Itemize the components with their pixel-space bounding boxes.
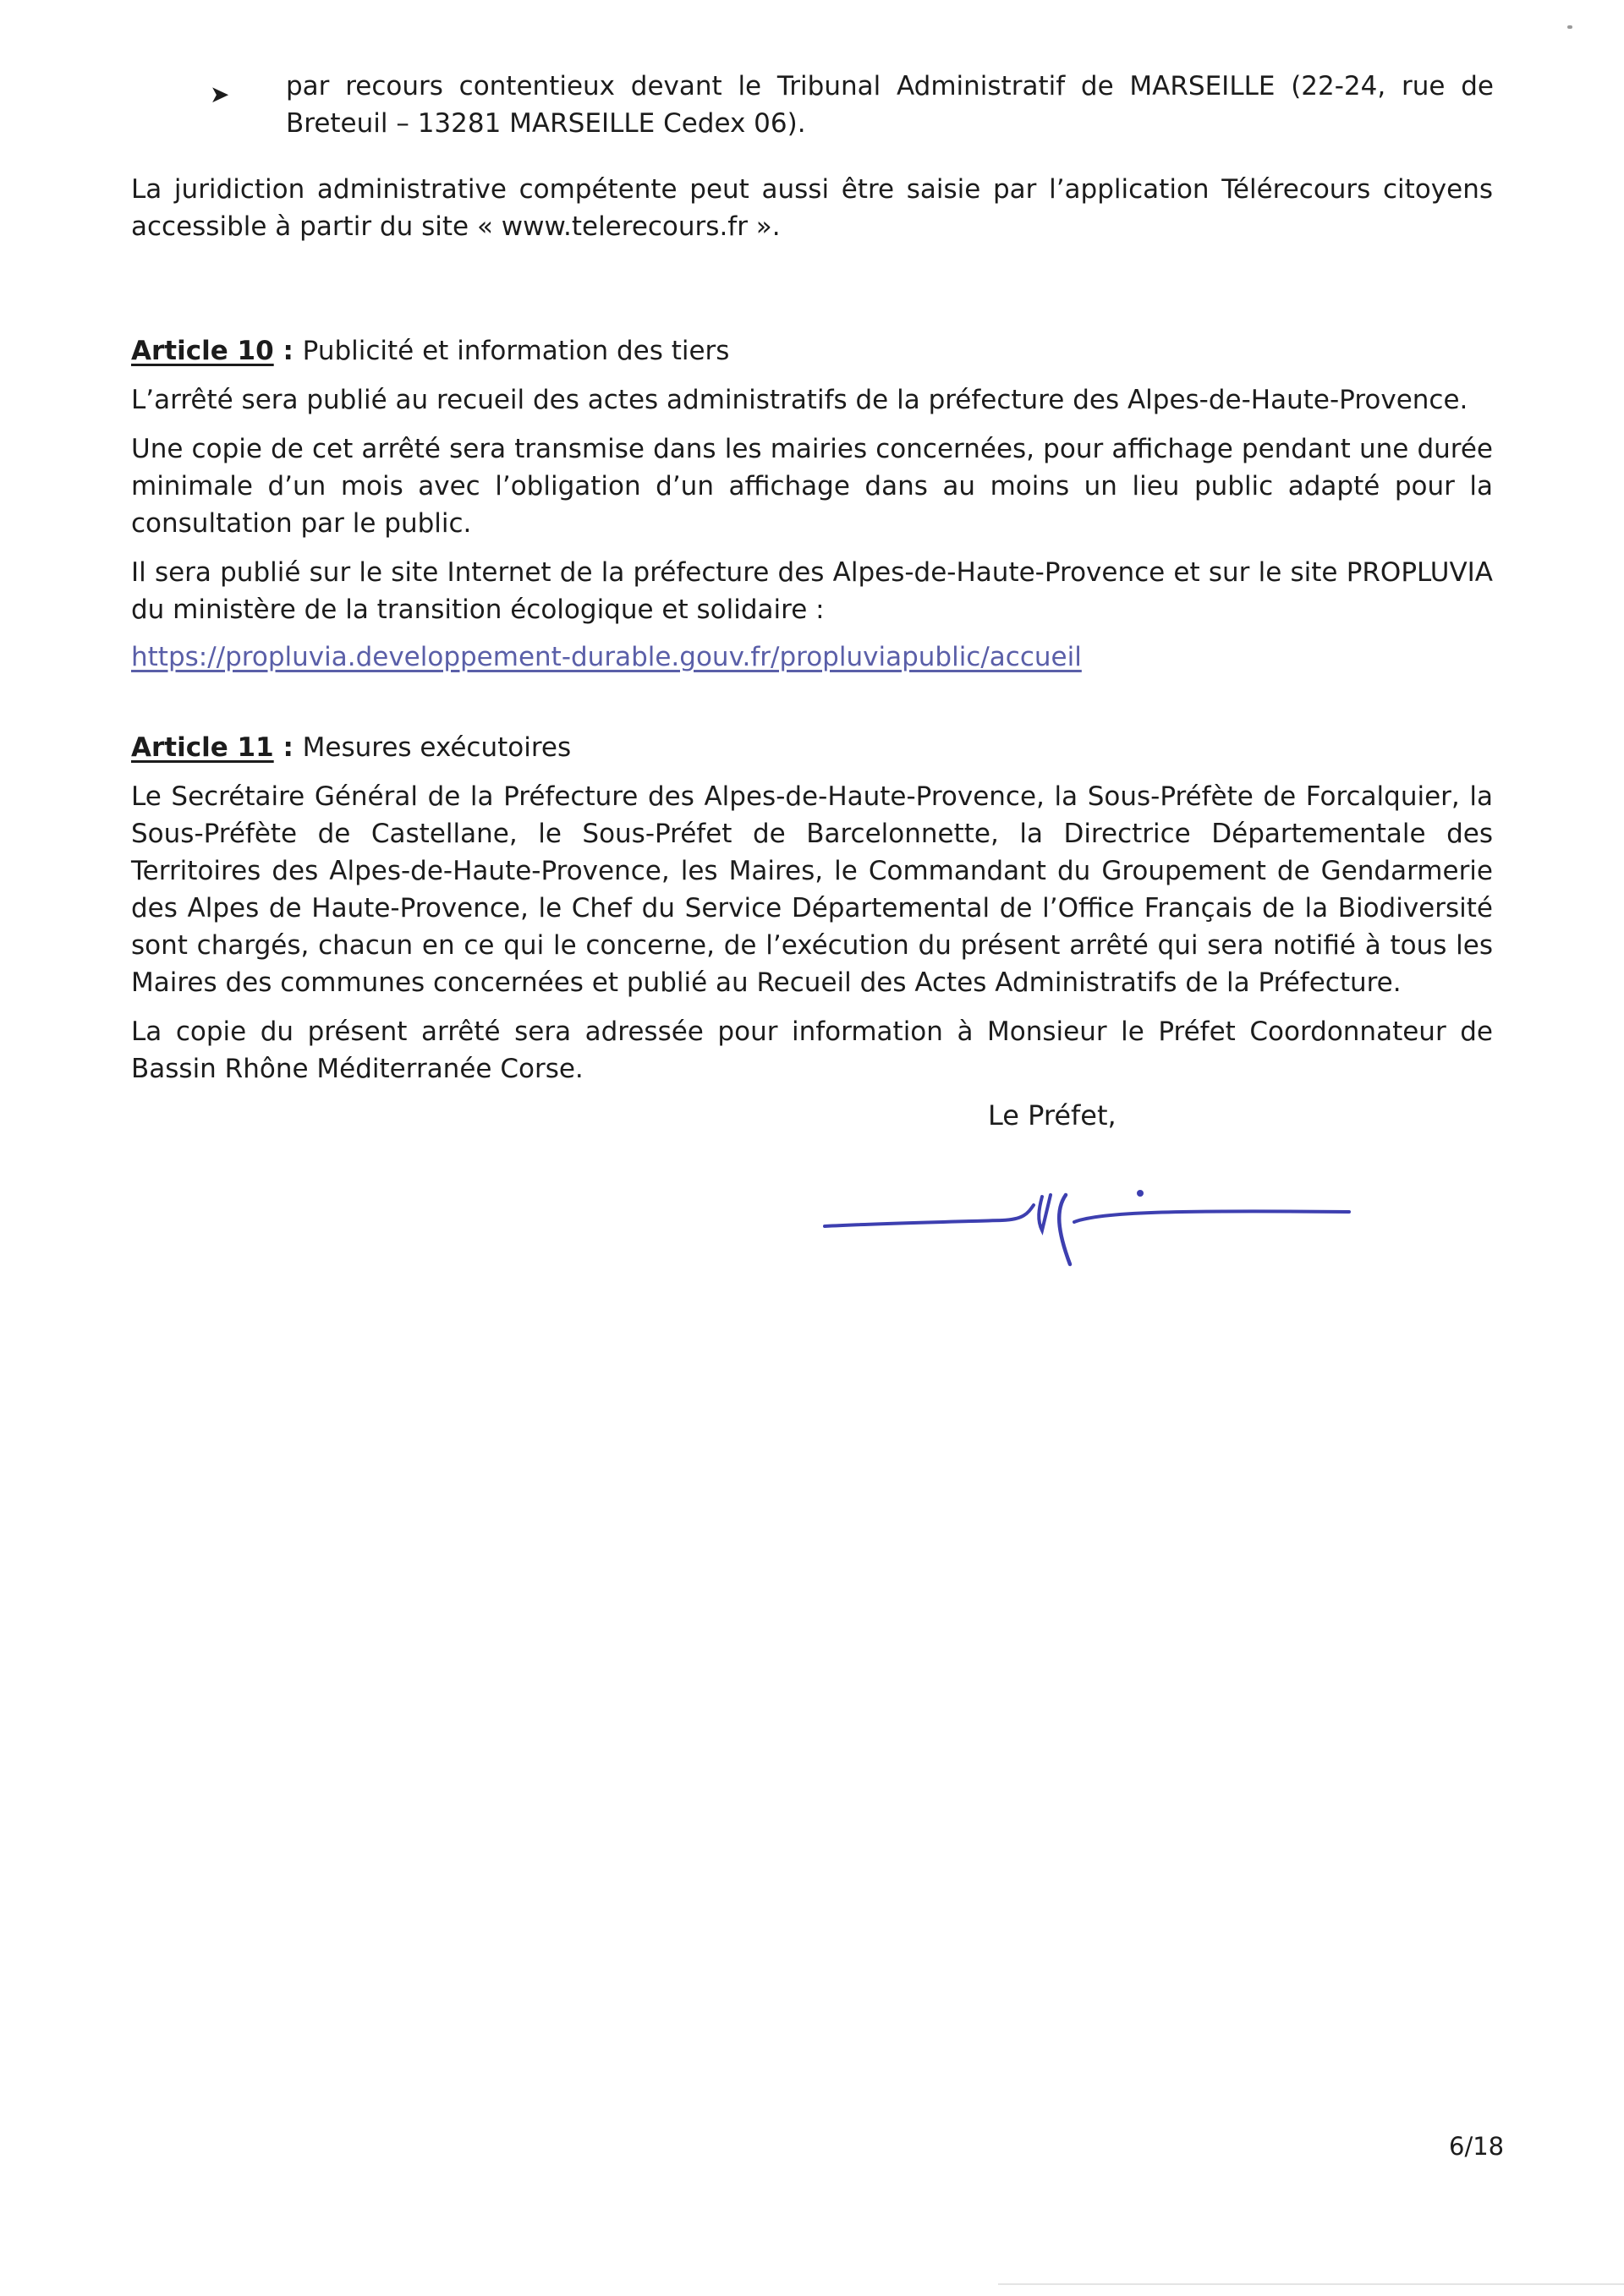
- scan-edge-line: [998, 2283, 1624, 2285]
- article-11-paragraph-1: Le Secrétaire Général de la Préfecture des Alpes-de-Haute-Provence, la Sous-Préfète de Forcalquier, la Sous-Préfète de Castellane, le Sous-Préfet de Barcelonnette, la Directrice Départementale des Territoires des Alpes-de-Haute-Provence, les Maires, le Commandant du Groupement de Gendarmerie des Alpes de Haute-Provence, le Chef du Service Départemental de l’Office Français de la Biodiversité sont chargés, chacun en ce qui le concerne, de l’exécution du présent arrêté qui sera notifié à tous les Maires des communes concernées et publié au Recueil des Actes Administratifs de la Préfecture.: [131, 781, 1493, 998]
- article-11-title: Mesures exécutoires: [302, 732, 572, 763]
- article-11-label: Article 11: [131, 732, 274, 763]
- page-number: 6/18: [1449, 2132, 1505, 2161]
- appeal-bullet-text: par recours contentieux devant le Tribunal Administratif de MARSEILLE (22-24, rue de Breteuil – 13281 MARSEILLE Cedex 06).: [286, 71, 1494, 139]
- article-10-paragraph-2: Une copie de cet arrêté sera transmise dans les mairies concernées, pour affichage pendant une durée minimale d’un mois avec l’obligation d’un affichage dans au moins un lieu public adapté pour la consultation par le public.: [131, 434, 1493, 539]
- article-10-label: Article 10: [131, 336, 274, 366]
- article-11-separator: :: [273, 732, 303, 763]
- bullet-arrow-icon: ➤: [210, 80, 230, 108]
- article-10-paragraph-1: L’arrêté sera publié au recueil des actes administratifs de la préfecture des Alpes-de-Haute-Provence.: [131, 385, 1468, 415]
- article-10-separator: :: [273, 336, 303, 366]
- prefect-signature-icon: [820, 1171, 1353, 1281]
- article-11-paragraph-2: La copie du présent arrêté sera adressée pour information à Monsieur le Préfet Coordonnateur de Bassin Rhône Méditerranée Corse.: [131, 1016, 1493, 1084]
- propluvia-link[interactable]: https://propluvia.developpement-durable.gouv.fr/propluviapublic/accueil: [131, 642, 1082, 672]
- article-10-heading: [131, 332, 1493, 370]
- article-11-heading: [131, 729, 1493, 766]
- telerecours-paragraph: [131, 171, 1493, 245]
- article-10-paragraph-3: Il sera publié sur le site Internet de la préfecture des Alpes-de-Haute-Provence et sur le site PROPLUVIA du ministère de la transition écologique et solidaire :: [131, 557, 1493, 625]
- article-11-section: [131, 729, 1493, 1088]
- signature-label: Le Préfet,: [988, 1099, 1116, 1132]
- article-10-title: Publicité et information des tiers: [302, 336, 730, 366]
- article-10-section: [131, 332, 1493, 676]
- propluvia-link-line: [131, 638, 1493, 676]
- scan-speck: [1567, 25, 1572, 29]
- telerecours-text: La juridiction administrative compétente peut aussi être saisie par l’application Télérecours citoyens accessible à partir du site « www.telerecours.fr ».: [131, 174, 1493, 242]
